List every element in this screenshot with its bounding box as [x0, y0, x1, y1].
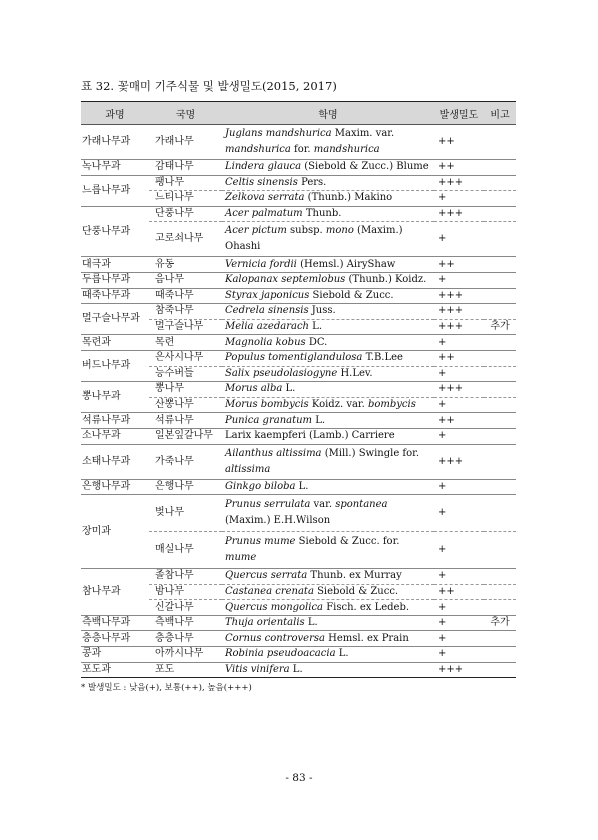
density-cell: + [434, 532, 484, 569]
density-cell: + [434, 335, 484, 351]
note-cell [484, 304, 516, 320]
scientific-name-authority: Hemsl. ex Prain [324, 632, 409, 644]
scientific-name-italic: mono [325, 225, 354, 237]
scientific-name-italic: mandshurica [225, 144, 291, 155]
korean-name-cell: 신갈나무 [149, 600, 222, 616]
scientific-name-cell [222, 222, 434, 257]
page-number: - 83 - [285, 772, 313, 784]
density-cell: + [434, 600, 484, 616]
korean-name-cell: 유동 [149, 257, 222, 273]
scientific-name-cell [222, 444, 434, 479]
scientific-name-italic: Acer pictum [225, 225, 287, 237]
family-cell: 버드나무과 [81, 350, 149, 381]
table-row [81, 257, 516, 273]
korean-name-cell: 측백나무 [149, 615, 222, 631]
korean-name-cell: 벚나무 [149, 495, 222, 532]
header-korean-name: 국명 [149, 102, 222, 125]
note-cell [484, 584, 516, 600]
density-cell: +++ [434, 175, 484, 191]
scientific-name-authority: Siebold & Zucc. [309, 289, 394, 301]
scientific-name-italic: altissima [225, 463, 271, 475]
table-title: 표 32. 꽃매미 기주식물 및 발생밀도(2015, 2017) [81, 79, 337, 93]
note-cell [484, 382, 516, 398]
scientific-name-authority: (Mill.) Swingle for. [321, 447, 420, 459]
korean-name-cell: 뽕나무 [149, 382, 222, 398]
scientific-name-italic: Populus tomentiglandulosa [225, 352, 363, 364]
scientific-name-cell [222, 160, 434, 176]
table-row [81, 569, 516, 585]
density-cell: + [434, 479, 484, 495]
note-cell: 추가 [484, 319, 516, 335]
scientific-name-authority: L. [309, 321, 322, 333]
density-cell: ++ [434, 350, 484, 366]
table-body [81, 125, 516, 678]
korean-name-cell: 때죽나무 [149, 288, 222, 304]
family-cell: 느릅나무과 [81, 175, 149, 206]
family-cell: 석류나무과 [81, 413, 149, 429]
scientific-name-italic: Thuja orientalis [225, 617, 305, 629]
table-row [81, 272, 516, 288]
note-cell [484, 350, 516, 366]
scientific-name-authority: Koidz. var. [308, 399, 368, 411]
host-plant-table [81, 101, 516, 678]
scientific-name-authority: T.B.Lee [362, 352, 403, 364]
scientific-name-cell [222, 125, 434, 160]
scientific-name-italic: Vernicia fordii [225, 258, 297, 270]
table-row [81, 615, 516, 631]
density-cell: + [434, 222, 484, 257]
scientific-name-cell [222, 631, 434, 647]
scientific-name-italic: Vitis vinifera [225, 663, 290, 675]
korean-name-cell: 졸참나무 [149, 569, 222, 585]
table-row [81, 631, 516, 647]
family-cell: 가래나무과 [81, 125, 149, 160]
scientific-name-cell [222, 304, 434, 320]
scientific-name-cell [222, 206, 434, 222]
family-cell: 소태나무과 [81, 444, 149, 479]
korean-name-cell: 은사시나무 [149, 350, 222, 366]
scientific-name-italic: Morus alba [225, 383, 283, 395]
scientific-name-italic: Morus bombycis [225, 399, 309, 411]
scientific-name-cell [222, 413, 434, 429]
scientific-name-cell [222, 495, 434, 532]
scientific-name-authority: L. [312, 414, 326, 426]
korean-name-cell: 감태나무 [149, 160, 222, 176]
scientific-name-italic: Quercus mongolica [225, 601, 324, 613]
korean-name-cell: 단풍나무 [149, 206, 222, 222]
note-cell [484, 495, 516, 532]
scientific-name-authority: L. [289, 663, 303, 675]
scientific-name-cell [222, 662, 434, 678]
family-cell: 녹나무과 [81, 160, 149, 176]
density-cell: + [434, 366, 484, 382]
note-cell [484, 191, 516, 207]
note-cell [484, 647, 516, 663]
korean-name-cell: 석류나무 [149, 413, 222, 429]
table-header-row [81, 102, 516, 125]
scientific-name-cell [222, 615, 434, 631]
scientific-name-authority: Maxim. var. [331, 128, 395, 139]
scientific-name-authority: (Thunb.) Makino [304, 192, 393, 204]
korean-name-cell: 가죽나무 [149, 444, 222, 479]
scientific-name-italic: Castanea crenata [225, 585, 314, 597]
note-cell: 추가 [484, 615, 516, 631]
density-cell: +++ [434, 304, 484, 320]
korean-name-cell: 멀구슬나무 [149, 319, 222, 335]
density-cell: +++ [434, 206, 484, 222]
scientific-name-authority: for. [290, 144, 314, 155]
scientific-name-italic: Salix pseudolasiogyne [225, 367, 338, 379]
scientific-name-authority: Siebold & Zucc. for. [295, 536, 400, 548]
density-cell: + [434, 272, 484, 288]
scientific-name-cell [222, 272, 434, 288]
scientific-name-authority: (Thunb.) Koidz. [345, 274, 427, 286]
family-cell: 층층나무과 [81, 631, 149, 647]
korean-name-cell: 느티나무 [149, 191, 222, 207]
family-cell: 장미과 [81, 495, 149, 569]
scientific-name-authority: var. [310, 499, 336, 511]
scientific-name-cell [222, 600, 434, 616]
korean-name-cell: 은행나무 [149, 479, 222, 495]
scientific-name-authority: H.Lev. [337, 367, 373, 379]
density-cell: + [434, 631, 484, 647]
scientific-name-italic: Styrax japonicus [225, 289, 310, 301]
family-cell: 두릅나무과 [81, 272, 149, 288]
scientific-name-italic: Acer palmatum [225, 208, 303, 220]
family-cell: 대극과 [81, 257, 149, 273]
table-row [81, 206, 516, 222]
scientific-name-authority: Pers. [297, 176, 327, 188]
scientific-name-authority: Thunb. ex Murray [307, 570, 402, 582]
note-cell [484, 206, 516, 222]
family-cell: 콩과 [81, 647, 149, 663]
table-row [81, 413, 516, 429]
korean-name-cell: 일본잎갈나무 [149, 428, 222, 444]
note-cell [484, 397, 516, 413]
table-row [81, 428, 516, 444]
note-cell [484, 366, 516, 382]
density-cell: + [434, 428, 484, 444]
note-cell [484, 413, 516, 429]
scientific-name-cell [222, 569, 434, 585]
family-cell: 측백나무과 [81, 615, 149, 631]
scientific-name-italic: Juglans mandshurica [225, 128, 332, 139]
note-cell [484, 257, 516, 273]
family-cell: 참나무과 [81, 569, 149, 616]
korean-name-cell: 포도 [149, 662, 222, 678]
scientific-name-authority: Larix kaempferi (Lamb.) Carriere [225, 430, 395, 442]
scientific-name-italic: bombycis [367, 399, 416, 411]
footnote: * 발생밀도 : 낮음(+), 보통(++), 높음(+++) [81, 683, 252, 693]
scientific-name-cell [222, 175, 434, 191]
scientific-name-italic: Celtis sinensis [225, 176, 298, 188]
korean-name-cell: 매실나무 [149, 532, 222, 569]
scientific-name-italic: Quercus serrata [225, 570, 308, 582]
scientific-name-italic: Kalopanax septemlobus [225, 274, 346, 286]
table-row [81, 479, 516, 495]
density-cell: +++ [434, 662, 484, 678]
scientific-name-authority: subsp. [286, 225, 326, 237]
note-cell [484, 125, 516, 160]
table-row [81, 288, 516, 304]
table-row [81, 662, 516, 678]
scientific-name-authority: L. [304, 617, 318, 629]
scientific-name-cell [222, 584, 434, 600]
density-cell: + [434, 569, 484, 585]
scientific-name-cell [222, 532, 434, 569]
scientific-name-authority: Fisch. ex Ledeb. [323, 601, 410, 613]
density-cell: ++ [434, 413, 484, 429]
scientific-name-italic: Magnolia kobus [225, 336, 306, 348]
scientific-name-authority: Siebold & Zucc. [313, 585, 399, 597]
density-cell: + [434, 397, 484, 413]
header-note: 비고 [484, 102, 516, 125]
family-cell: 목련과 [81, 335, 149, 351]
table-row [81, 160, 516, 176]
family-cell: 뽕나무과 [81, 382, 149, 413]
scientific-name-italic: Ailanthus altissima [225, 447, 322, 459]
scientific-name-authority: DC. [305, 336, 328, 348]
note-cell [484, 222, 516, 257]
density-cell: + [434, 615, 484, 631]
scientific-name-italic: mume [225, 552, 257, 564]
scientific-name-italic: Lindera glauca [225, 161, 302, 173]
density-cell: + [434, 495, 484, 532]
scientific-name-cell [222, 319, 434, 335]
korean-name-cell: 산뽕나무 [149, 397, 222, 413]
note-cell [484, 600, 516, 616]
note-cell [484, 428, 516, 444]
family-cell: 때죽나무과 [81, 288, 149, 304]
table-row [81, 304, 516, 320]
scientific-name-cell [222, 191, 434, 207]
note-cell [484, 175, 516, 191]
note-cell [484, 569, 516, 585]
scientific-name-italic: Melia azedarach [225, 321, 309, 333]
scientific-name-italic: Punica granatum [225, 414, 313, 426]
note-cell [484, 631, 516, 647]
korean-name-cell: 음나무 [149, 272, 222, 288]
scientific-name-italic: Robinia pseudoacacia [225, 648, 336, 660]
note-cell [484, 479, 516, 495]
scientific-name-cell [222, 335, 434, 351]
scientific-name-authority: (Hemsl.) AiryShaw [296, 258, 396, 270]
scientific-name-italic: Ginkgo biloba [225, 480, 296, 492]
korean-name-cell: 팽나무 [149, 175, 222, 191]
korean-name-cell: 밤나무 [149, 584, 222, 600]
header-density: 발생밀도 [434, 102, 484, 125]
density-cell: +++ [434, 444, 484, 479]
table-row [81, 382, 516, 398]
note-cell [484, 444, 516, 479]
density-cell: +++ [434, 319, 484, 335]
korean-name-cell: 참죽나무 [149, 304, 222, 320]
scientific-name-cell [222, 366, 434, 382]
density-cell: +++ [434, 382, 484, 398]
density-cell: ++ [434, 257, 484, 273]
scientific-name-cell [222, 288, 434, 304]
scientific-name-authority: (Maxim.) Ohashi [225, 225, 403, 253]
scientific-name-cell [222, 428, 434, 444]
korean-name-cell: 층층나무 [149, 631, 222, 647]
density-cell: + [434, 191, 484, 207]
scientific-name-italic: Cedrela sinensis [225, 305, 309, 317]
table-row [81, 335, 516, 351]
scientific-name-cell [222, 382, 434, 398]
scientific-name-italic: mandshurica [313, 144, 380, 155]
scientific-name-italic: Zelkova serrata [225, 192, 305, 204]
table-row [81, 350, 516, 366]
scientific-name-authority: Thunb. [302, 208, 342, 220]
note-cell [484, 160, 516, 176]
density-cell: + [434, 647, 484, 663]
scientific-name-cell [222, 647, 434, 663]
scientific-name-cell [222, 257, 434, 273]
scientific-name-authority: Juss. [308, 305, 336, 317]
family-cell: 멀구슬나무과 [81, 304, 149, 335]
scientific-name-cell [222, 350, 434, 366]
scientific-name-authority: L. [335, 648, 349, 660]
scientific-name-italic: spontanea [335, 499, 388, 511]
scientific-name-authority: L. [282, 383, 296, 395]
korean-name-cell: 가래나무 [149, 125, 222, 160]
header-family: 과명 [81, 102, 149, 125]
korean-name-cell: 아까시나무 [149, 647, 222, 663]
family-cell: 포도과 [81, 662, 149, 678]
scientific-name-italic: Prunus serrulata [225, 499, 311, 511]
table-row [81, 444, 516, 479]
density-cell: ++ [434, 584, 484, 600]
table-row [81, 125, 516, 160]
header-scientific-name: 학명 [222, 102, 434, 125]
table-row [81, 495, 516, 532]
scientific-name-authority: L. [295, 480, 309, 492]
scientific-name-cell [222, 397, 434, 413]
scientific-name-authority: (Siebold & Zucc.) Blume [301, 161, 429, 173]
korean-name-cell: 목련 [149, 335, 222, 351]
korean-name-cell: 능수버들 [149, 366, 222, 382]
family-cell: 소나무과 [81, 428, 149, 444]
scientific-name-cell [222, 479, 434, 495]
table-row [81, 647, 516, 663]
scientific-name-italic: Cornus controversa [225, 632, 325, 644]
scientific-name-italic: Prunus mume [225, 536, 296, 548]
table-row [81, 175, 516, 191]
density-cell: ++ [434, 160, 484, 176]
note-cell [484, 532, 516, 569]
note-cell [484, 335, 516, 351]
density-cell: ++ [434, 125, 484, 160]
density-cell: +++ [434, 288, 484, 304]
korean-name-cell: 고로쇠나무 [149, 222, 222, 257]
note-cell [484, 288, 516, 304]
note-cell [484, 662, 516, 678]
family-cell: 단풍나무과 [81, 206, 149, 257]
scientific-name-authority: (Maxim.) E.H.Wilson [225, 515, 331, 527]
family-cell: 은행나무과 [81, 479, 149, 495]
note-cell [484, 272, 516, 288]
